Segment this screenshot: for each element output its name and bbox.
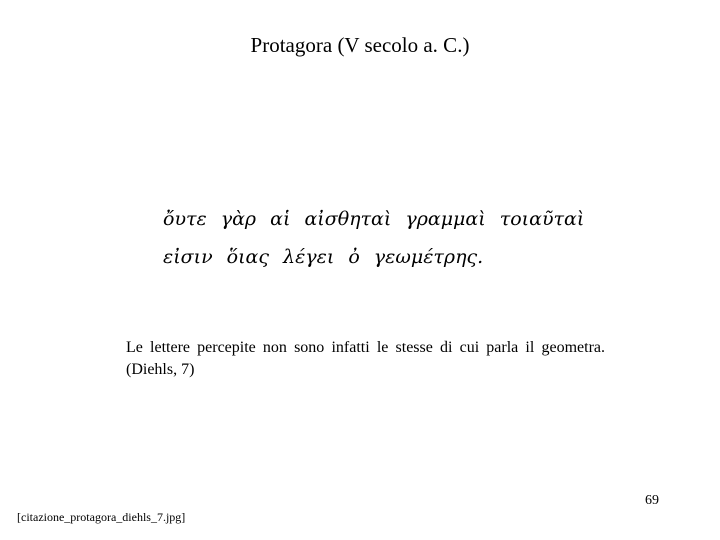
- greek-quote-image: [163, 200, 593, 276]
- greek-quote-line-2: εἰσιν ὅιας λέγει ὀ γεωμέτρης.: [163, 246, 484, 268]
- italian-translation: Le lettere percepite non sono infatti le stesse di cui parla il geometra. (Diehls, 7): [126, 339, 605, 378]
- greek-quote-line-1: ὄυτε γὰρ αἱ αἰσθηταὶ γραμμαὶ τοιαῦταὶ: [163, 208, 585, 230]
- page-number: 69: [645, 493, 659, 508]
- slide-title: Protagora (V secolo a. C.): [250, 33, 470, 57]
- image-file-caption: [citazione_protagora_diehls_7.jpg]: [17, 510, 186, 524]
